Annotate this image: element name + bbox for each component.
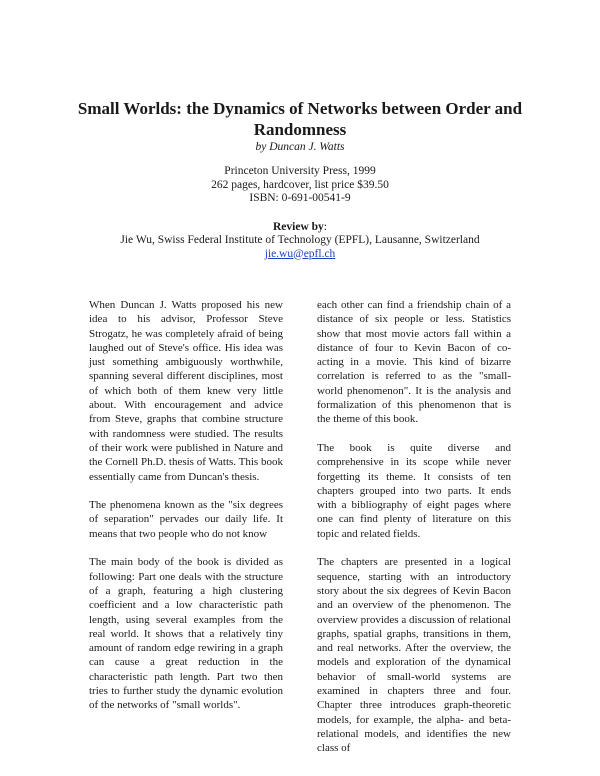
book-author: by Duncan J. Watts [255, 141, 345, 153]
review-label: Review by [273, 220, 324, 233]
publisher: Princeton University Press, 1999 [224, 165, 376, 177]
reviewer: Jie Wu, Swiss Federal Institute of Technology (EPFL), Lausanne, Switzerland [120, 234, 480, 246]
reviewer-email-link[interactable]: jie.wu@epfl.ch [264, 247, 336, 260]
review-info [0, 221, 600, 262]
right-column [317, 298, 511, 770]
isbn: ISBN: 0-691-00541-9 [249, 192, 351, 204]
paragraph: The book is quite diverse and comprehensive in its scope while never forgetting its theme. It consists of ten chapters grouped into two parts. It ends with a bibliography of eight pages where one can find plenty of literature on this topic and related fields. [317, 441, 511, 540]
paragraph: The chapters are presented in a logical sequence, starting with an introductory story about the six degrees of Kevin Bacon and an overview of the phenomenon. The overview provides a discussion of relational graphs, spatial graphs, transitions in them, and real networks. After the overview, the models and exploration of the dynamical behavior of small-world systems are examined in chapters three and four. Chapter three introduces graph-theoretic models, for example, the alpha- and beta-relational models, and identifies the new class of [317, 556, 511, 755]
paragraph: each other can find a friendship chain of a distance of six people or less. Statistics show that most movie actors fall within a distance of four to Kevin Bacon of co-acting in a movie. This kind of bizarre correlation is referred to as the "small-world phenomenon". It is the analysis and formalization of this phenomenon that is the theme of this book. [317, 299, 511, 426]
book-title: Small Worlds: the Dynamics of Networks between Order and Randomness [77, 99, 523, 139]
paragraph: When Duncan J. Watts proposed his new idea to his advisor, Professor Steve Strogatz, he was completely afraid of being laughed out of Steve's office. His idea was just something ambiguously worthwhile, spanning several different disciplines, most of which both of them knew very little about. With encouragement and advice from Steve, graphs that combine structure with randomness were studied. The results of their work were published in Nature and the Cornell Ph.D. thesis of Watts. This book essentially came from Duncan's thesis. [89, 299, 283, 483]
book-format: 262 pages, hardcover, list price $39.50 [211, 178, 389, 191]
publication-info [0, 165, 600, 206]
paragraph: The phenomena known as the "six degrees of separation" pervades our daily life. It means that two people who do not know [89, 499, 283, 540]
header [0, 98, 600, 261]
left-column [89, 298, 283, 727]
paragraph: The main body of the book is divided as following: Part one deals with the structure of a graph, featuring a high clustering coefficient and a low characteristic path length, using several examples from the real world. It shows that a relatively tiny amount of random edge rewiring in a graph can cause a great reduction in the characteristic path length. Part two then tries to further study the dynamic evolution of the networks of "small worlds". [89, 556, 283, 712]
review-heading: Review by: [273, 220, 327, 233]
